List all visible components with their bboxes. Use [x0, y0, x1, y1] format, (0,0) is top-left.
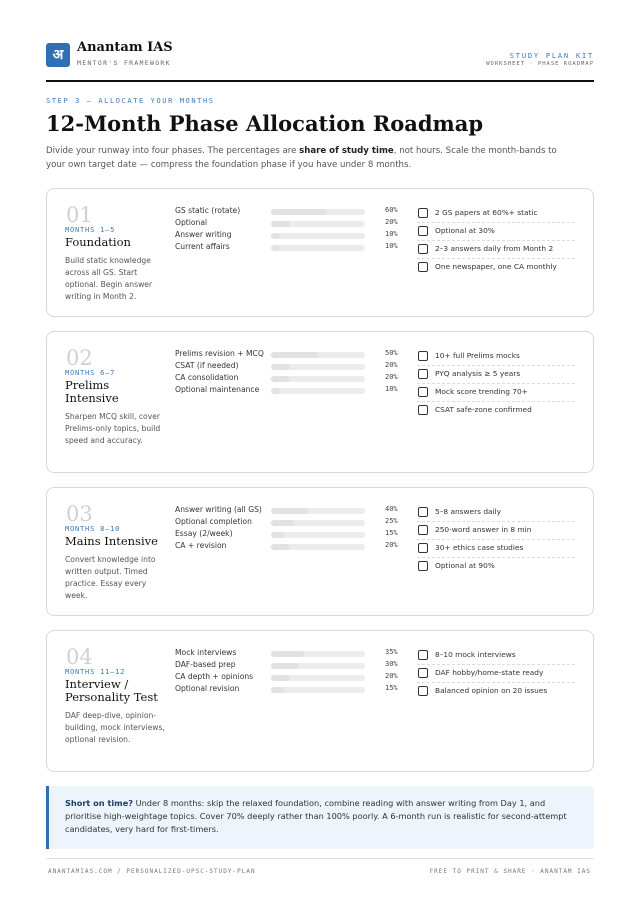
checklist-text: Mock score trending 70+ [435, 387, 528, 396]
allocation-label: Optional revision [175, 684, 240, 693]
allocation-row [175, 218, 401, 230]
allocation-bar-fill [271, 520, 295, 526]
allocation-list [175, 505, 401, 553]
allocation-bar [271, 663, 365, 669]
checkbox[interactable] [418, 561, 428, 571]
allocation-percent: 10% [385, 242, 398, 250]
allocation-bar-fill [271, 233, 280, 239]
kit-sublabel: WORKSHEET · PHASE ROADMAP [486, 61, 594, 67]
kit-label: STUDY PLAN KIT [509, 52, 594, 60]
checkbox[interactable] [418, 543, 428, 553]
checklist-item [417, 402, 575, 420]
checklist-text: PYQ analysis ≥ 5 years [435, 369, 521, 378]
note-body: Under 8 months: skip the relaxed foundation, combine reading with answer writing from Day 1, and prioritise high-weightage topics. Cover 70% deeply rather than 100% poorly. A 6-month run is realistic for second-attempt candidates, very hard for first-timers. [65, 798, 567, 834]
allocation-bar-fill [271, 245, 280, 251]
checklist-text: 2 GS papers at 60%+ static [435, 208, 538, 217]
note-bold: Short on time? [65, 798, 134, 808]
checklist-item [417, 241, 575, 259]
checkbox[interactable] [418, 405, 428, 415]
allocation-percent: 20% [385, 672, 398, 680]
allocation-label: CA + revision [175, 541, 227, 550]
allocation-label: CA depth + opinions [175, 672, 254, 681]
checklist [417, 504, 575, 576]
allocation-label: Answer writing [175, 230, 232, 239]
allocation-label: Prelims revision + MCQ [175, 349, 264, 358]
phase-months: MONTHS 6–7 [65, 369, 116, 377]
allocation-bar-fill [271, 376, 290, 382]
allocation-percent: 40% [385, 505, 398, 513]
phase-name: Mains Intensive [65, 534, 158, 548]
brand-subtitle: MENTOR'S FRAMEWORK [77, 59, 171, 67]
allocation-percent: 20% [385, 373, 398, 381]
allocation-bar-fill [271, 544, 290, 550]
phase-number: 02 [66, 346, 93, 370]
phase-card-1 [46, 188, 594, 317]
allocation-label: DAF-based prep [175, 660, 236, 669]
allocation-row [175, 672, 401, 684]
phase-card-2 [46, 331, 594, 473]
checkbox[interactable] [418, 244, 428, 254]
allocation-row [175, 541, 401, 553]
page-header [46, 40, 594, 82]
checkbox[interactable] [418, 262, 428, 272]
checkbox[interactable] [418, 668, 428, 678]
allocation-label: CSAT (if needed) [175, 361, 239, 370]
checkbox[interactable] [418, 226, 428, 236]
phase-number: 03 [66, 502, 93, 526]
allocation-percent: 15% [385, 684, 398, 692]
allocation-bar-fill [271, 508, 309, 514]
checklist-item [417, 522, 575, 540]
allocation-bar [271, 687, 365, 693]
checklist-text: 2–3 answers daily from Month 2 [435, 244, 554, 253]
allocation-label: CA consolidation [175, 373, 239, 382]
allocation-row [175, 349, 401, 361]
checkbox[interactable] [418, 525, 428, 535]
intro-text [46, 144, 566, 172]
checklist-item [417, 259, 575, 277]
footer-credit: FREE TO PRINT & SHARE · ANANTAM IAS [429, 868, 591, 875]
allocation-row [175, 529, 401, 541]
phase-name: Prelims Intensive [65, 378, 119, 405]
allocation-bar-fill [271, 675, 290, 681]
checklist-text: Optional at 90% [435, 561, 495, 570]
allocation-percent: 10% [385, 385, 398, 393]
allocation-bar [271, 233, 365, 239]
checklist-item [417, 504, 575, 522]
phase-number: 04 [66, 645, 93, 669]
allocation-percent: 10% [385, 230, 398, 238]
allocation-bar-fill [271, 532, 285, 538]
checklist-text: 8–10 mock interviews [435, 650, 516, 659]
intro-before: Divide your runway into four phases. The percentages are [46, 146, 300, 156]
allocation-row [175, 373, 401, 385]
allocation-bar [271, 520, 365, 526]
allocation-list [175, 349, 401, 397]
footer-url[interactable]: ANANTAMIAS.COM / PERSONALIZED-UPSC-STUDY-PLAN [48, 868, 256, 875]
checklist-item [417, 540, 575, 558]
allocation-label: Answer writing (all GS) [175, 505, 262, 514]
allocation-bar [271, 209, 365, 215]
allocation-bar-fill [271, 364, 290, 370]
allocation-row [175, 684, 401, 696]
allocation-bar [271, 508, 365, 514]
allocation-percent: 60% [385, 206, 398, 214]
allocation-bar-fill [271, 687, 285, 693]
allocation-percent: 20% [385, 361, 398, 369]
allocation-label: Current affairs [175, 242, 230, 251]
checkbox[interactable] [418, 351, 428, 361]
allocation-row [175, 505, 401, 517]
phase-description: DAF deep-dive, opinion-building, mock interviews, optional revision. [65, 711, 165, 744]
allocation-bar [271, 544, 365, 550]
checklist-item [417, 647, 575, 665]
allocation-row [175, 385, 401, 397]
allocation-row [175, 648, 401, 660]
short-on-time-note [46, 786, 594, 849]
checklist-item [417, 223, 575, 241]
allocation-row [175, 517, 401, 529]
checklist-item [417, 366, 575, 384]
checklist-text: 10+ full Prelims mocks [435, 351, 520, 360]
allocation-percent: 35% [385, 648, 398, 656]
checkbox[interactable] [418, 387, 428, 397]
checklist [417, 205, 575, 277]
checkbox[interactable] [418, 686, 428, 696]
allocation-bar-fill [271, 388, 280, 394]
checklist [417, 647, 575, 701]
allocation-bar [271, 376, 365, 382]
allocation-bar [271, 675, 365, 681]
allocation-bar-fill [271, 352, 318, 358]
allocation-label: Essay (2/week) [175, 529, 233, 538]
allocation-bar [271, 352, 365, 358]
phase-name: Foundation [65, 235, 131, 249]
phase-months: MONTHS 11–12 [65, 668, 126, 676]
allocation-label: GS static (rotate) [175, 206, 241, 215]
allocation-bar [271, 221, 365, 227]
allocation-bar [271, 388, 365, 394]
checkbox[interactable] [418, 650, 428, 660]
checkbox[interactable] [418, 369, 428, 379]
allocation-row [175, 361, 401, 373]
phase-description: Convert knowledge into written output. Timed practice. Essay every week. [65, 555, 156, 600]
allocation-bar [271, 364, 365, 370]
allocation-bar [271, 245, 365, 251]
checkbox[interactable] [418, 507, 428, 517]
checklist-text: 30+ ethics case studies [435, 543, 524, 552]
page-title: 12-Month Phase Allocation Roadmap [46, 111, 484, 136]
phase-name: Interview / Personality Test [65, 677, 158, 704]
phase-months: MONTHS 8–10 [65, 525, 121, 533]
allocation-bar-fill [271, 209, 327, 215]
allocation-label: Optional maintenance [175, 385, 260, 394]
allocation-percent: 25% [385, 517, 398, 525]
checklist-text: CSAT safe-zone confirmed [435, 405, 532, 414]
step-label: STEP 3 — ALLOCATE YOUR MONTHS [46, 97, 215, 105]
checklist-item [417, 384, 575, 402]
allocation-bar-fill [271, 663, 299, 669]
checklist-text: Balanced opinion on 20 issues [435, 686, 548, 695]
brand-name: Anantam IAS [77, 40, 173, 55]
allocation-bar [271, 651, 365, 657]
allocation-percent: 30% [385, 660, 398, 668]
allocation-bar-fill [271, 651, 304, 657]
checklist-item [417, 665, 575, 683]
allocation-row [175, 230, 401, 242]
checklist-text: DAF hobby/home-state ready [435, 668, 544, 677]
allocation-percent: 20% [385, 218, 398, 226]
intro-bold: share of study time [299, 146, 394, 156]
phase-description: Sharpen MCQ skill, cover Prelims-only topics, build speed and accuracy. [65, 412, 161, 445]
page-footer [46, 858, 594, 875]
brand-logo-icon: अ [46, 43, 70, 67]
allocation-label: Optional completion [175, 517, 252, 526]
phase-description: Build static knowledge across all GS. Start optional. Begin answer writing in Month 2. [65, 256, 153, 301]
checklist [417, 348, 575, 420]
checklist-text: 250-word answer in 8 min [435, 525, 532, 534]
checklist-item [417, 683, 575, 701]
allocation-row [175, 242, 401, 254]
phase-number: 01 [66, 203, 93, 227]
checklist-text: One newspaper, one CA monthly [435, 262, 557, 271]
allocation-percent: 50% [385, 349, 398, 357]
note-text [65, 797, 575, 836]
allocation-percent: 20% [385, 541, 398, 549]
checklist-item [417, 205, 575, 223]
phase-card-3 [46, 487, 594, 616]
allocation-label: Mock interviews [175, 648, 237, 657]
phase-card-4 [46, 630, 594, 772]
allocation-percent: 15% [385, 529, 398, 537]
allocation-list [175, 206, 401, 254]
checkbox[interactable] [418, 208, 428, 218]
phase-months: MONTHS 1–5 [65, 226, 116, 234]
allocation-list [175, 648, 401, 696]
allocation-row [175, 660, 401, 672]
allocation-row [175, 206, 401, 218]
checklist-text: 5–8 answers daily [435, 507, 502, 516]
allocation-bar [271, 532, 365, 538]
allocation-bar-fill [271, 221, 290, 227]
checklist-text: Optional at 30% [435, 226, 495, 235]
checklist-item [417, 348, 575, 366]
allocation-label: Optional [175, 218, 208, 227]
checklist-item [417, 558, 575, 576]
intro-after: , not hours. Scale the month-bands to your own target date — compress the foundation phase if you have under 8 months. [46, 146, 557, 170]
